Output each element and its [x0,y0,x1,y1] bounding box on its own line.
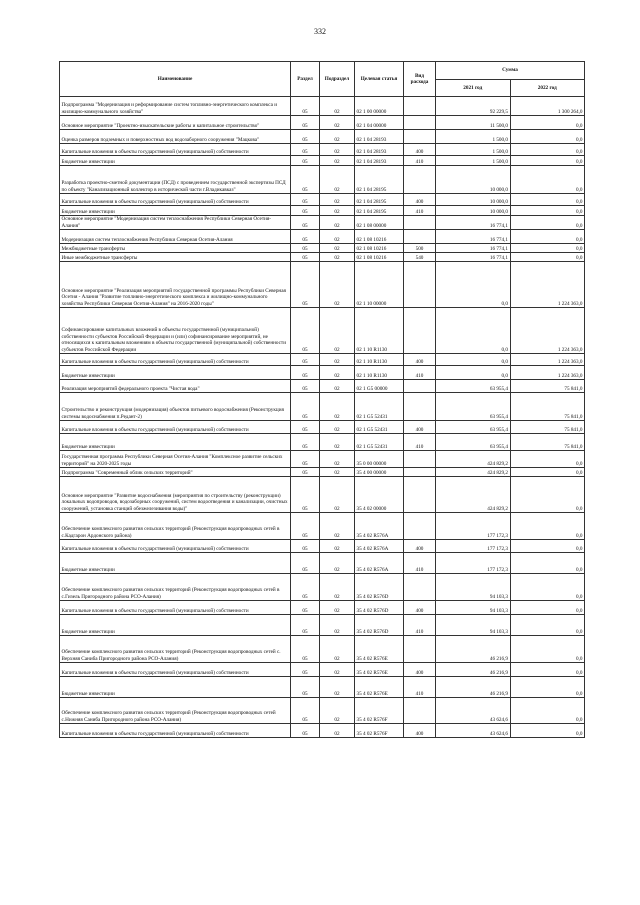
table-body [60,97,585,738]
row-section: 05 [291,540,320,553]
row-section: 05 [291,216,320,230]
row-sum-2022: 1 300 264,0 [510,97,585,116]
row-name: Бюджетные инвестиции [60,156,291,166]
row-expense: 400 [404,194,436,206]
row-sum-2021: 0,0 [436,366,511,380]
row-sum-2022: 0,0 [510,636,585,663]
row-expense [404,230,436,244]
row-subsection: 02 [320,663,355,677]
row-sum-2022: 0,0 [510,166,585,194]
row-section: 05 [291,393,320,421]
row-subsection: 02 [320,194,355,206]
table-row [60,451,585,468]
row-subsection: 02 [320,253,355,262]
row-subsection: 02 [320,216,355,230]
table-row [60,553,585,574]
row-expense: 410 [404,366,436,380]
table-row [60,230,585,244]
row-sum-2021: 63 955,4 [436,380,511,393]
table-row [60,116,585,130]
row-sum-2022: 0,0 [510,724,585,738]
header-year-2021: 2021 год [436,80,511,97]
row-expense: 410 [404,156,436,166]
row-name: Основное мероприятие "Развитие водоснабжения (мероприятия по строительству (реконструкции) локальных водопроводов, водозаборных сооружений, систем водоотведения и канализации, очистных сооружений, установка станций обезжелезивания воды)" [60,477,291,513]
row-subsection: 02 [320,156,355,166]
row-target: 02 1 04 28193 [355,144,404,156]
row-target: 02 1 10 R1130 [355,366,404,380]
row-sum-2022: 0,0 [510,677,585,698]
row-sum-2022: 1 224 363,0 [510,262,585,308]
row-subsection: 02 [320,601,355,615]
table-row [60,724,585,738]
row-subsection: 02 [320,130,355,144]
table-row [60,166,585,194]
row-subsection: 02 [320,380,355,393]
row-name: Бюджетные инвестиции [60,206,291,216]
row-name: Капитальные вложения в объекты государственной (муниципальной) собственности [60,540,291,553]
row-subsection: 02 [320,434,355,451]
row-section: 05 [291,366,320,380]
row-sum-2022: 0,0 [510,451,585,468]
row-target: 02 1 G5 52431 [355,421,404,434]
row-target: 02 1 04 28195 [355,194,404,206]
row-sum-2021: 177 172,3 [436,540,511,553]
table-row [60,468,585,477]
row-expense [404,513,436,540]
row-section: 05 [291,421,320,434]
row-sum-2022: 0,0 [510,553,585,574]
row-sum-2021: 46 216,9 [436,663,511,677]
row-sum-2021: 177 172,3 [436,513,511,540]
row-target: 02 1 G5 52431 [355,393,404,421]
row-sum-2022: 0,0 [510,615,585,636]
row-sum-2021: 424 829,2 [436,468,511,477]
row-section: 05 [291,262,320,308]
header-sum: Сумма [436,62,585,80]
row-expense: 400 [404,421,436,434]
row-sum-2022: 0,0 [510,601,585,615]
row-name: Основное мероприятие "Проектно-изыскательские работы и капитальное строительство" [60,116,291,130]
row-sum-2022: 0,0 [510,216,585,230]
row-target: 02 1 G5 00000 [355,380,404,393]
row-sum-2022: 1 224 363,0 [510,354,585,366]
row-name: Капитальные вложения в объекты государственной (муниципальной) собственности [60,421,291,434]
row-name: Капитальные вложения в объекты государственной (муниципальной) собственности [60,144,291,156]
row-sum-2021: 424 829,2 [436,477,511,513]
row-target: 02 1 08 00000 [355,216,404,230]
row-section: 05 [291,194,320,206]
row-name: Софинансирование капитальных вложений в объекты государственной (муниципальной) собственности субъектов Российской Федерации и (или) софинансирование мероприятий, не относящихся к капитальным вложениям в объекты государственной (муниципальной) собственности субъектов Российской Федерации [60,308,291,354]
row-subsection: 02 [320,97,355,116]
row-sum-2021: 63 955,4 [436,393,511,421]
row-expense [404,698,436,724]
row-subsection: 02 [320,244,355,253]
row-name: Подпрограмма "Современный облик сельских территорий" [60,468,291,477]
row-target: 02 1 04 28195 [355,206,404,216]
table-row [60,244,585,253]
row-section: 05 [291,601,320,615]
row-subsection: 02 [320,230,355,244]
header-section: Раздел [291,62,320,97]
row-section: 05 [291,434,320,451]
row-name: Подпрограмма "Модернизация и реформирование систем топливно-энергетического комплекса и жилищно-коммунального хозяйства" [60,97,291,116]
header-subsection: Подраздел [320,62,355,97]
row-name: Обеспечение комплексного развития сельских территорий (Реконструкция водопроводных сетей с. Верхняя Саниба Пригородного района РСО-Алания) [60,636,291,663]
row-expense: 400 [404,724,436,738]
row-sum-2022: 0,0 [510,663,585,677]
row-section: 05 [291,308,320,354]
row-subsection: 02 [320,206,355,216]
row-target: 02 1 00 00000 [355,97,404,116]
table-row [60,206,585,216]
row-section: 05 [291,253,320,262]
row-expense: 400 [404,354,436,366]
row-expense: 540 [404,253,436,262]
row-sum-2021: 1 500,0 [436,156,511,166]
table-row [60,574,585,601]
row-sum-2022: 0,0 [510,574,585,601]
row-name: Государственная программа Республики Северная Осетия-Алания "Комплексное развитие сельских территорий" на 2020-2025 годы [60,451,291,468]
table-row [60,393,585,421]
row-name: Обеспечение комплексного развития сельских территорий (Реконструкция водопроводных сетей в с.Кадгарон Ардонского района) [60,513,291,540]
row-name: Разработка проектно-сметной документации (ПСД) с проведением государственной экспертизы ПСД по объекту "Канализационный коллектор в исторической части г.Владикавказ" [60,166,291,194]
row-subsection: 02 [320,166,355,194]
row-target: 02 1 04 28193 [355,156,404,166]
row-section: 05 [291,477,320,513]
row-sum-2021: 177 172,3 [436,553,511,574]
row-name: Строительство и реконструкция (модернизация) объектов питьевого водоснабжения (Реконструкция системы водоснабжения п.Редант-2) [60,393,291,421]
row-expense [404,97,436,116]
row-expense [404,216,436,230]
row-sum-2022: 0,0 [510,194,585,206]
row-section: 05 [291,244,320,253]
row-target: 35 4 00 00000 [355,468,404,477]
row-section: 05 [291,156,320,166]
row-section: 05 [291,451,320,468]
table-row [60,308,585,354]
row-sum-2022: 0,0 [510,206,585,216]
row-sum-2022: 75 841,0 [510,434,585,451]
table-row [60,380,585,393]
row-target: 35 4 02 R576E [355,636,404,663]
row-name: Обеспечение комплексного развития сельских территорий (Реконструкция водопроводных сетей с.Нижняя Саниба Пригородного района РСО-Алания) [60,698,291,724]
row-section: 05 [291,468,320,477]
row-expense [404,262,436,308]
row-sum-2021: 1 500,0 [436,130,511,144]
row-target: 35 4 02 R576A [355,553,404,574]
row-section: 05 [291,97,320,116]
row-subsection: 02 [320,553,355,574]
header-expense: Вид расхода [404,62,436,97]
row-section: 05 [291,574,320,601]
row-target: 02 1 10 R1130 [355,354,404,366]
row-sum-2021: 10 000,0 [436,166,511,194]
row-subsection: 02 [320,724,355,738]
table-row [60,354,585,366]
row-sum-2021: 46 216,9 [436,636,511,663]
header-target: Целевая статья [355,62,404,97]
row-name: Обеспечение комплексного развития сельских территорий (Реконструкция водопроводных сетей в с.Гизель Пригородного района РСО-Алания) [60,574,291,601]
row-expense [404,166,436,194]
row-sum-2022: 0,0 [510,477,585,513]
row-expense [404,393,436,421]
row-sum-2022: 0,0 [510,244,585,253]
budget-table [59,61,585,738]
row-subsection: 02 [320,636,355,663]
row-expense: 400 [404,540,436,553]
table-row [60,434,585,451]
row-sum-2021: 0,0 [436,308,511,354]
row-target: 02 1 08 10216 [355,230,404,244]
table-row [60,698,585,724]
row-target: 02 1 08 10216 [355,253,404,262]
row-section: 05 [291,130,320,144]
row-subsection: 02 [320,393,355,421]
row-target: 35 4 02 R576A [355,540,404,553]
table-row [60,156,585,166]
row-target: 35 4 02 R576F [355,698,404,724]
row-subsection: 02 [320,615,355,636]
row-name: Иные межбюджетные трансферты [60,253,291,262]
row-sum-2021: 16 774,1 [436,244,511,253]
row-section: 05 [291,615,320,636]
table-row [60,216,585,230]
row-target: 35 4 02 R576F [355,724,404,738]
row-expense [404,130,436,144]
row-subsection: 02 [320,477,355,513]
row-section: 05 [291,144,320,156]
header-year-2022: 2022 год [510,80,585,97]
row-subsection: 02 [320,421,355,434]
row-sum-2021: 424 829,2 [436,451,511,468]
row-expense [404,308,436,354]
row-expense [404,116,436,130]
row-expense [404,574,436,601]
row-subsection: 02 [320,116,355,130]
row-expense [404,477,436,513]
row-sum-2021: 10 000,0 [436,194,511,206]
table-row [60,366,585,380]
row-sum-2021: 1 500,0 [436,144,511,156]
row-sum-2021: 94 103,3 [436,574,511,601]
row-subsection: 02 [320,468,355,477]
row-expense: 400 [404,601,436,615]
row-sum-2021: 94 103,3 [436,615,511,636]
table-row [60,421,585,434]
row-target: 35 4 02 R576A [355,513,404,540]
row-subsection: 02 [320,451,355,468]
row-target: 02 1 10 R1130 [355,308,404,354]
row-section: 05 [291,553,320,574]
row-sum-2022: 0,0 [510,130,585,144]
row-subsection: 02 [320,540,355,553]
row-expense [404,468,436,477]
row-subsection: 02 [320,144,355,156]
row-expense: 410 [404,553,436,574]
page-number: 332 [314,27,326,36]
row-sum-2022: 1 224 363,0 [510,366,585,380]
row-name: Бюджетные инвестиции [60,615,291,636]
row-sum-2021: 0,0 [436,354,511,366]
row-sum-2022: 75 841,0 [510,393,585,421]
row-subsection: 02 [320,262,355,308]
row-section: 05 [291,724,320,738]
row-sum-2022: 0,0 [510,144,585,156]
row-target: 35 4 02 R576D [355,601,404,615]
row-target: 02 1 04 28193 [355,130,404,144]
row-sum-2021: 46 216,9 [436,677,511,698]
row-target: 02 1 10 00000 [355,262,404,308]
row-name: Модернизация систем теплоснабжения Республики Северная Осетия-Алания [60,230,291,244]
table-row [60,615,585,636]
row-expense [404,380,436,393]
row-sum-2022: 0,0 [510,468,585,477]
row-subsection: 02 [320,574,355,601]
row-sum-2022: 75 841,0 [510,380,585,393]
row-target: 02 1 04 28195 [355,166,404,194]
row-sum-2021: 16 774,1 [436,216,511,230]
row-section: 05 [291,166,320,194]
row-expense: 410 [404,677,436,698]
row-sum-2022: 75 841,0 [510,421,585,434]
table-row [60,144,585,156]
row-section: 05 [291,230,320,244]
row-subsection: 02 [320,354,355,366]
row-expense: 500 [404,244,436,253]
row-sum-2021: 43 624,6 [436,698,511,724]
row-sum-2022: 0,0 [510,253,585,262]
row-sum-2022: 1 224 363,0 [510,308,585,354]
row-section: 05 [291,698,320,724]
row-subsection: 02 [320,677,355,698]
row-section: 05 [291,663,320,677]
table-row [60,513,585,540]
table-row [60,601,585,615]
row-sum-2022: 0,0 [510,698,585,724]
row-target: 02 1 04 00000 [355,116,404,130]
row-sum-2021: 16 774,1 [436,230,511,244]
table-row [60,97,585,116]
row-sum-2021: 16 774,1 [436,253,511,262]
row-name: Капитальные вложения в объекты государственной (муниципальной) собственности [60,663,291,677]
row-sum-2022: 0,0 [510,540,585,553]
row-sum-2021: 11 500,0 [436,116,511,130]
row-name: Капитальные вложения в объекты государственной (муниципальной) собственности [60,601,291,615]
table-row [60,477,585,513]
row-section: 05 [291,116,320,130]
table-row [60,262,585,308]
row-section: 05 [291,513,320,540]
row-sum-2021: 10 000,0 [436,206,511,216]
row-section: 05 [291,677,320,698]
table-row [60,636,585,663]
row-target: 35 0 00 00000 [355,451,404,468]
row-expense: 410 [404,206,436,216]
row-sum-2022: 0,0 [510,230,585,244]
row-target: 35 4 02 R576E [355,677,404,698]
row-section: 05 [291,206,320,216]
table-row [60,663,585,677]
row-target: 35 4 02 R576D [355,574,404,601]
row-name: Межбюджетные трансферты [60,244,291,253]
row-name: Бюджетные инвестиции [60,677,291,698]
row-name: Капитальные вложения в объекты государственной (муниципальной) собственности [60,354,291,366]
row-target: 35 4 02 R576D [355,615,404,636]
row-expense: 410 [404,615,436,636]
table-row [60,540,585,553]
row-subsection: 02 [320,308,355,354]
table-row [60,194,585,206]
row-name: Основное мероприятие "Реализация мероприятий государственной программы Республики Северная Осетия - Алания "Развитие топливно-энергетического комплекса и жилищно-коммунального хозяйства Республики Северная Осетия-Алания" на 2016-2020 годы" [60,262,291,308]
table-row [60,253,585,262]
row-target: 35 4 02 R576E [355,663,404,677]
row-sum-2022: 0,0 [510,156,585,166]
header-name: Наименование [60,62,291,97]
row-sum-2021: 94 103,3 [436,601,511,615]
row-name: Капитальные вложения в объекты государственной (муниципальной) собственности [60,194,291,206]
row-sum-2021: 43 624,6 [436,724,511,738]
row-expense [404,451,436,468]
row-expense: 400 [404,144,436,156]
row-target: 02 1 08 10216 [355,244,404,253]
row-target: 02 1 G5 52431 [355,434,404,451]
row-section: 05 [291,354,320,366]
row-sum-2021: 0,0 [436,262,511,308]
row-name: Основное мероприятие "Модернизация систем теплоснабжения Республики Северная Осетия-Алания" [60,216,291,230]
row-expense [404,636,436,663]
row-name: Бюджетные инвестиции [60,434,291,451]
row-section: 05 [291,380,320,393]
row-sum-2021: 63 955,4 [436,434,511,451]
row-sum-2021: 63 955,4 [436,421,511,434]
row-name: Бюджетные инвестиции [60,366,291,380]
row-name: Капитальные вложения в объекты государственной (муниципальной) собственности [60,724,291,738]
row-sum-2021: 92 229,5 [436,97,511,116]
table-row [60,677,585,698]
row-name: Реализация мероприятий федерального проекта "Чистая вода" [60,380,291,393]
row-subsection: 02 [320,698,355,724]
row-subsection: 02 [320,366,355,380]
row-expense: 400 [404,663,436,677]
table-row [60,130,585,144]
row-target: 35 4 02 00000 [355,477,404,513]
row-subsection: 02 [320,513,355,540]
row-expense: 410 [404,434,436,451]
row-name: Бюджетные инвестиции [60,553,291,574]
row-section: 05 [291,636,320,663]
row-sum-2022: 0,0 [510,513,585,540]
row-sum-2022: 0,0 [510,116,585,130]
row-name: Оценка размеров подземных и поверхностных вод водозаборного сооружения "Мацкова" [60,130,291,144]
